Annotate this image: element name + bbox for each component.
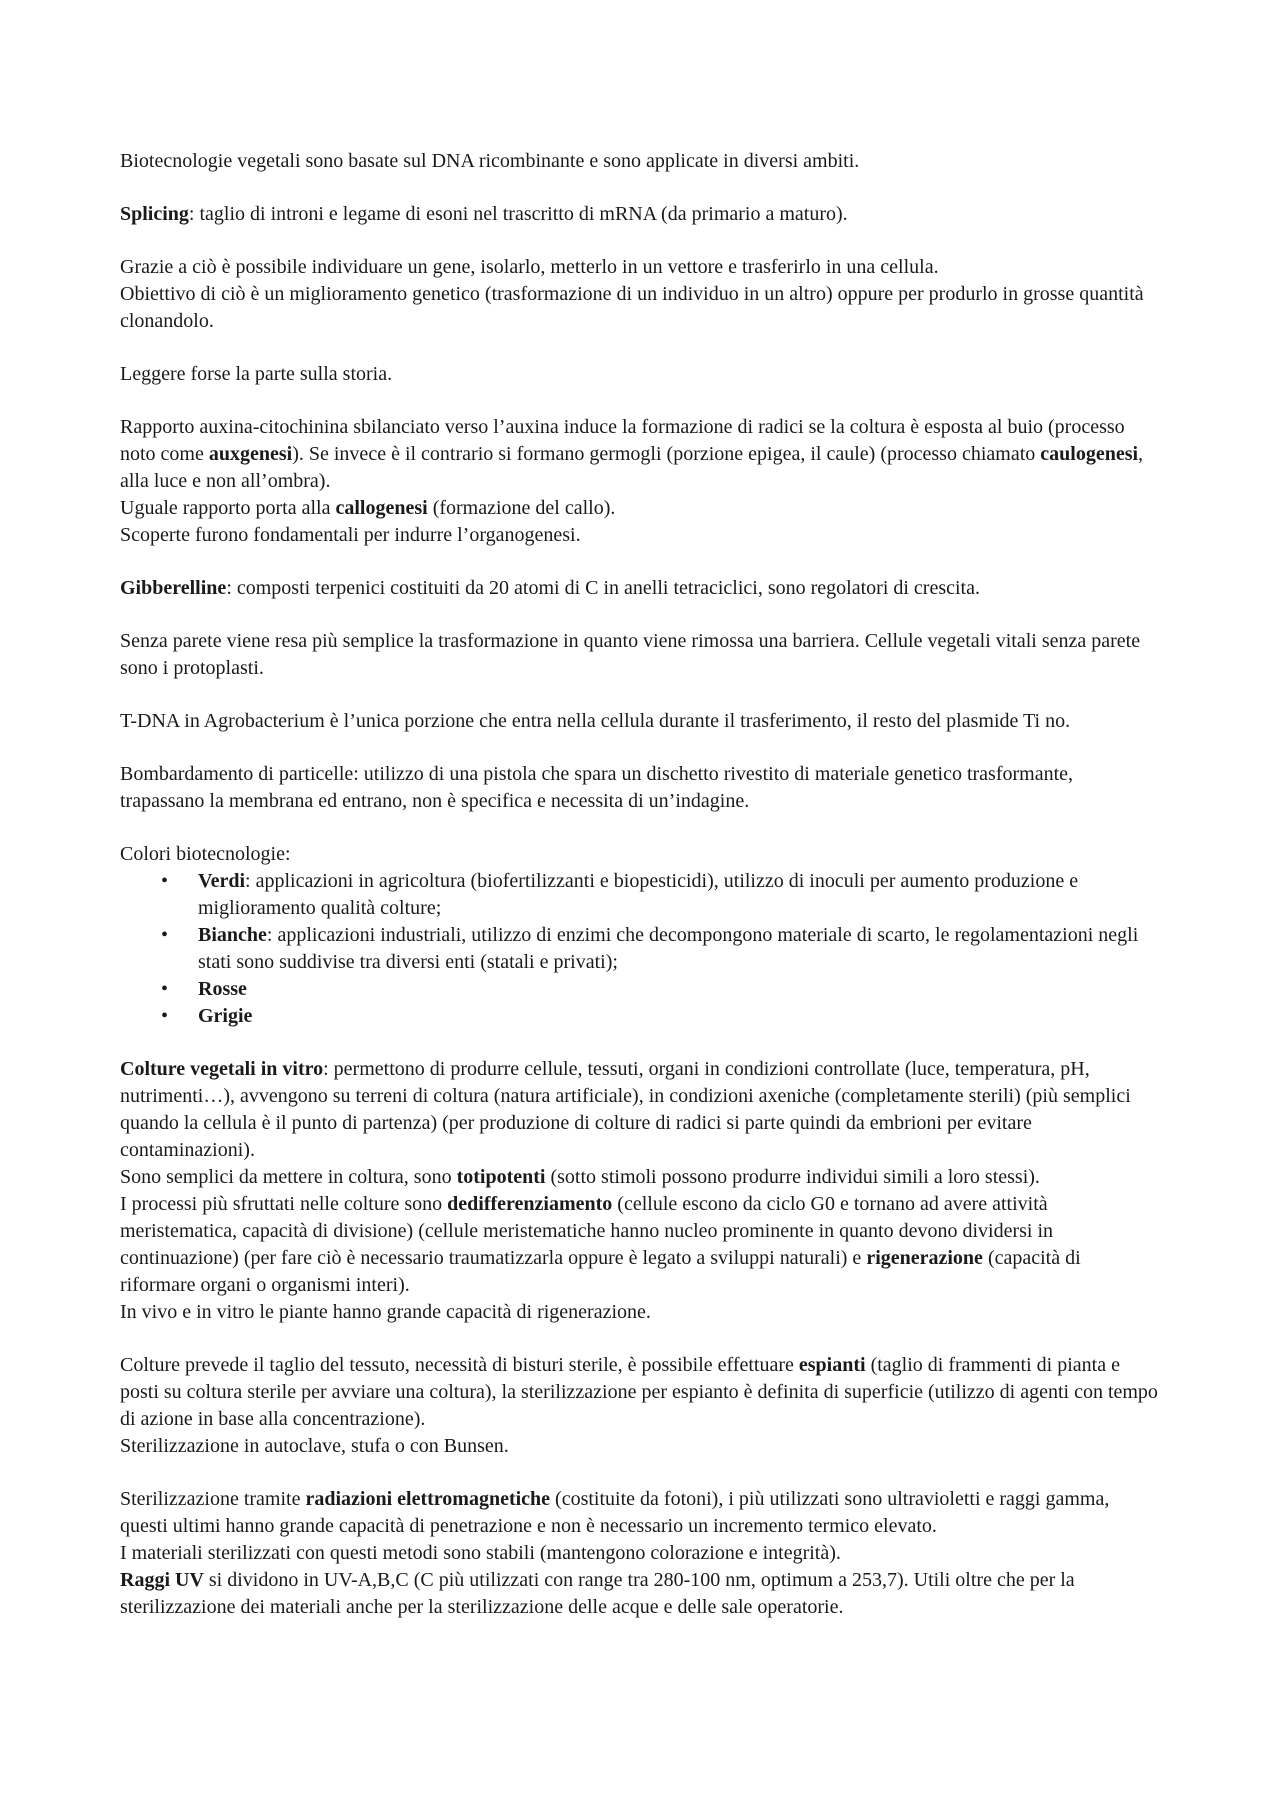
term-radiazioni-elettromagnetiche: radiazioni elettromagnetiche [305,1488,551,1510]
term-splicing: Splicing [120,203,189,225]
paragraph-espianti: Colture prevede il taglio del tessuto, necessità di bisturi sterile, è possibile effettuare espianti (taglio di frammenti di pianta e posti su coltura sterile per avviare una coltura), la sterilizzazione per espianto è definita di superficie (utilizzo di agenti con tempo di azione in base alla concentrazione). Sterilizzazione in autoclave, stufa o con Bunsen. [120,1354,1158,1457]
colors-list [120,868,1160,1030]
bullet-icon: • [161,978,169,1000]
list-item-grigie: • Grigie [120,1003,1160,1030]
paragraph-gibberelline: Gibberelline: composti terpenici costituiti da 20 atomi di C in anelli tetraciclici, sono regolatori di crescita. [120,577,980,599]
list-item-rosse: • Rosse [120,976,1160,1003]
term-caulogenesi: caulogenesi [1040,443,1139,465]
term-gibberelline: Gibberelline [120,577,227,599]
paragraph-protoplasti: Senza parete viene resa più semplice la trasformazione in quanto viene rimossa una barriera. Cellule vegetali vitali senza parete sono i protoplasti. [120,630,1141,679]
list-item-verdi: • Verdi: applicazioni in agricoltura (biofertilizzanti e biopesticidi), utilizzo di inoculi per aumento produzione e miglioramento qualità colture; [161,870,1079,919]
term-raggi-uv: Raggi UV [120,1569,204,1591]
term-colture-vegetali-in-vitro: Colture vegetali in vitro [120,1058,324,1080]
bullet-icon: • [161,924,169,946]
paragraph-auxin-cytokinin: Rapporto auxina-citochinina sbilanciato verso l’auxina induce la formazione di radici se la coltura è esposta al buio (processo noto come auxgenesi). Se invece è il contrario si formano germogli (porzione epigea, il caule) (processo chiamato caulogenesi, alla luce e non all’ombra). Uguale rapporto porta alla callogenesi (formazione del callo). Scoperte furono fondamentali per indurre l’organogenesi. [120,416,1144,546]
paragraph-bombardamento: Bombardamento di particelle: utilizzo di una pistola che spara un dischetto rivestito di materiale genetico trasformante, trapassano la membrana ed entrano, non è specifica e necessita di un’indagine. [120,763,1074,812]
paragraph-radiazioni: Sterilizzazione tramite radiazioni elettromagnetiche (costituite da fotoni), i più utilizzati sono ultravioletti e raggi gamma, questi ultimi hanno grande capacità di penetrazione e non è necessario un incremento termico elevato. I materiali sterilizzati con questi metodi sono stabili (mantengono colorazione e integrità). Raggi UV si dividono in UV-A,B,C (C più utilizzati con range tra 280-100 nm, optimum a 253,7). Utili oltre che per la sterilizzazione dei materiali anche per la sterilizzazione delle acque e delle sale operatorie. [120,1488,1110,1618]
term-rigenerazione: rigenerazione [866,1247,983,1269]
paragraph-history-note: Leggere forse la parte sulla storia. [120,363,393,385]
term-auxgenesi: auxgenesi [208,443,293,465]
list-item-bianche: • Bianche: applicazioni industriali, utilizzo di enzimi che decompongono materiale di scarto, le regolamentazioni negli stati sono suddivise tra diversi enti (statali e privati); [161,924,1139,973]
paragraph-colture-in-vitro: Colture vegetali in vitro: permettono di produrre cellule, tessuti, organi in condizioni controllate (luce, temperatura, pH, nutrimenti…), avvengono su terreni di coltura (natura artificiale), in condizioni axeniche (completamente sterili) (più semplici quando la cellula è il punto di partenza) (per produzione di colture di radici si parte quindi da embrioni per evitare contaminazioni). Sono semplici da mettere in coltura, sono totipotenti (sotto stimoli possono produrre individui simili a loro stessi). I processi più sfruttati nelle colture sono dedifferenziamento (cellule escono da ciclo G0 e tornano ad avere attività meristematica, capacità di divisione) (cellule meristematiche hanno nucleo prominente in quanto devono dividersi in continuazione) (per fare ciò è necessario traumatizzarla oppure è legato a sviluppi naturali) e rigenerazione (capacità di riformare organi o organismi interi). In vivo e in vitro le piante hanno grande capacità di rigenerazione. [120,1058,1131,1323]
paragraph-intro: Biotecnologie vegetali sono basate sul DNA ricombinante e sono applicate in diversi ambiti. [120,150,860,172]
bullet-icon: • [161,870,169,892]
paragraph-t-dna: T-DNA in Agrobacterium è l’unica porzione che entra nella cellula durante il trasferimento, il resto del plasmide Ti no. [120,710,1071,732]
term-dedifferenziamento: dedifferenziamento [447,1193,613,1215]
term-espianti: espianti [798,1354,866,1376]
paragraph-gene-transfer: Grazie a ciò è possibile individuare un gene, isolarlo, metterlo in un vettore e trasferirlo in una cellula. Obiettivo di ciò è un miglioramento genetico (trasformazione di un individuo in un altro) oppure per produrlo in grosse quantità clonandolo. [120,256,1144,332]
document-body [120,148,1160,1621]
bullet-icon: • [161,1005,169,1027]
term-callogenesi: callogenesi [335,497,428,519]
colors-heading: Colori biotecnologie: [120,843,291,865]
paragraph-splicing: Splicing: taglio di introni e legame di esoni nel trascritto di mRNA (da primario a maturo). [120,203,848,225]
term-totipotenti: totipotenti [456,1166,546,1188]
